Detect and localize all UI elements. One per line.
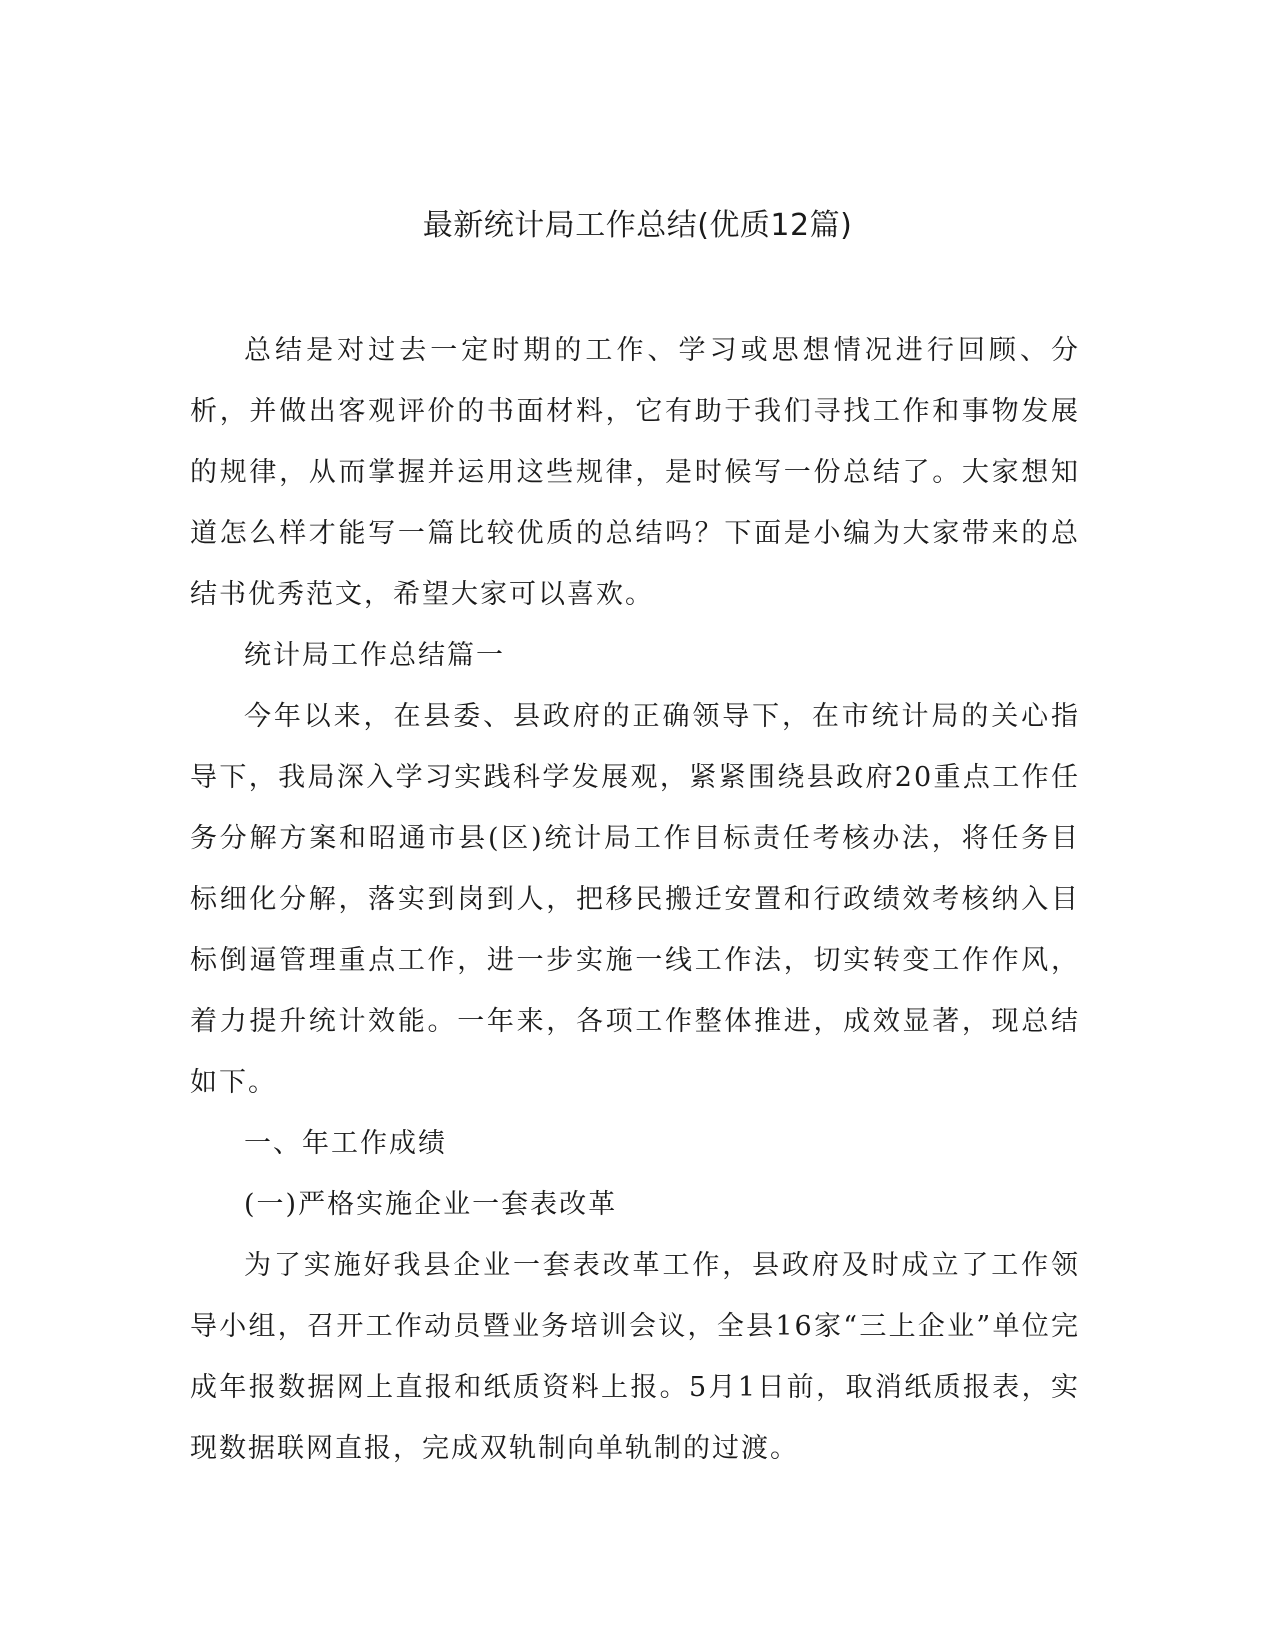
- intro-paragraph: 总结是对过去一定时期的工作、学习或思想情况进行回顾、分析，并做出客观评价的书面材料，它有助于我们寻找工作和事物发展的规律，从而掌握并运用这些规律，是时候写一份总结了。大家想知道怎么样才能写一篇比较优质的总结吗？下面是小编为大家带来的总结书优秀范文，希望大家可以喜欢。: [190, 335, 1080, 610]
- subsection-heading: (一)严格实施企业一套表改革: [244, 1189, 618, 1220]
- subsection-heading: 一、年工作成绩: [244, 1128, 447, 1159]
- section-heading: 统计局工作总结篇一: [244, 640, 505, 671]
- document-title: 最新统计局工作总结(优质12篇): [422, 208, 853, 243]
- body-paragraph: 为了实施好我县企业一套表改革工作，县政府及时成立了工作领导小组，召开工作动员暨业务培训会议，全县16家“三上企业”单位完成年报数据网上直报和纸质资料上报。5月1日前，取消纸质报表，实现数据联网直报，完成双轨制向单轨制的过渡。: [190, 1250, 1080, 1464]
- document-body: [190, 320, 1080, 1479]
- body-paragraph: 今年以来，在县委、县政府的正确领导下，在市统计局的关心指导下，我局深入学习实践科学发展观，紧紧围绕县政府20重点工作任务分解方案和昭通市县(区)统计局工作目标责任考核办法，将任务目标细化分解，落实到岗到人，把移民搬迁安置和行政绩效考核纳入目标倒逼管理重点工作，进一步实施一线工作法，切实转变工作作风，着力提升统计效能。一年来，各项工作整体推进，成效显著，现总结如下。: [190, 701, 1080, 1098]
